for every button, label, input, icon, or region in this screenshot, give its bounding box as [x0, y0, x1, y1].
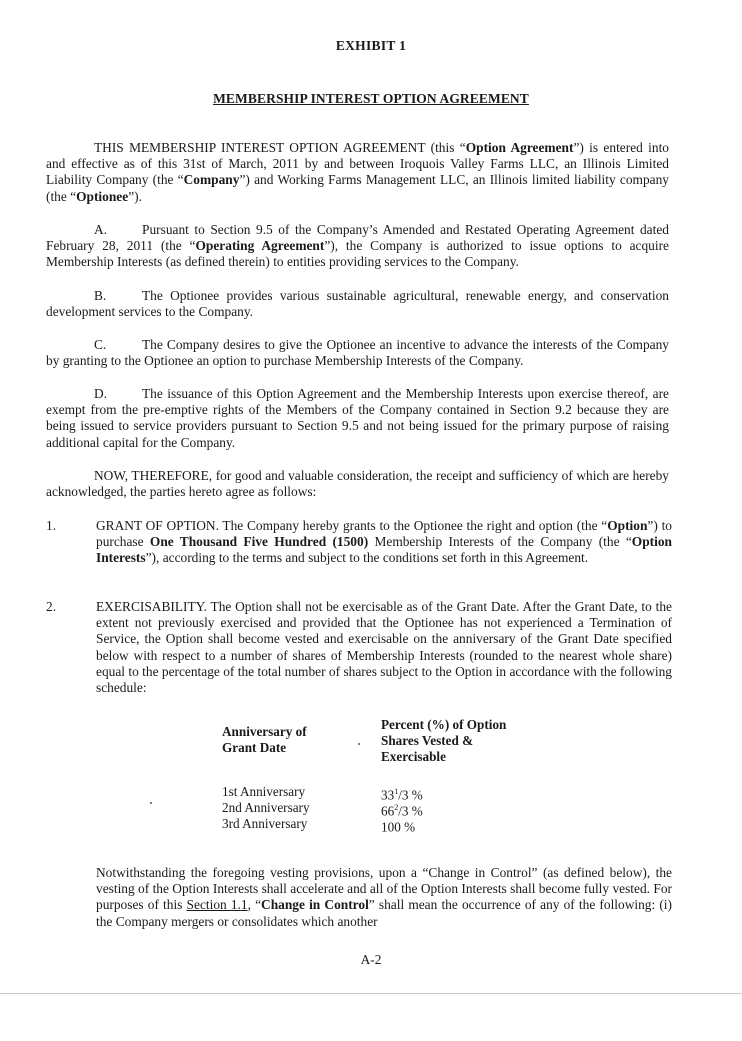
defined-term: Company	[183, 172, 240, 188]
table-row-anniversary: 1st Anniversary	[222, 784, 306, 799]
exhibit-heading: EXHIBIT 1	[335, 38, 407, 53]
defined-term: Option Agreement	[465, 140, 574, 155]
column-header-percent: Percent (%) of Option Shares Vested & Exercisable	[381, 717, 507, 765]
page-number: A-2	[360, 952, 382, 967]
recital-a: A. Pursuant to Section 9.5 of the Company’s Amended and Restated Operating Agreement dated February 28, 2011 (the “Operating Agreement”), the Company is authorized to issue options to acquire Membership Interests (as defined therein) to entities providing services to the Company.	[46, 222, 670, 270]
defined-term: Optionee	[76, 188, 129, 204]
scan-edge-line	[0, 993, 742, 994]
recital-b: B. The Optionee provides various sustainable agricultural, renewable energy, and conservation development services to the Company.	[46, 288, 669, 320]
agreement-title: MEMBERSHIP INTEREST OPTION AGREEMENT	[213, 91, 529, 106]
section-number: 1.	[46, 518, 57, 533]
defined-term: Option Interests	[96, 534, 672, 566]
intro-paragraph: THIS MEMBERSHIP INTEREST OPTION AGREEMENT (this “Option Agreement”) is entered into and effective as of this 31st of March, 2011 by and between Iroquois Valley Farms LLC, an Illinois Limited Liability Company (the “Company”) and Working Farms Management LLC, an Illinois limited liability company (the “Optionee”).	[46, 140, 669, 204]
column-header-anniversary: Anniversary of Grant Date	[222, 724, 307, 756]
section-grant-of-option: GRANT OF OPTION. The Company hereby grants to the Optionee the right and option (the “Option”) to purchase One Thousand Five Hundred (1500) Membership Interests of the Company (the “Option Interests”), according to the terms and subject to the conditions set forth in this Agreement.	[96, 518, 672, 566]
table-row-percent: $66^2/3$ %	[381, 803, 423, 819]
recital-c: C. The Company desires to give the Optionee an incentive to advance the interests of the Company by granting to the Optionee an option to purchase Membership Interests of the Company.	[46, 337, 669, 369]
table-row-percent: $33^1/3$ %	[381, 787, 423, 803]
scan-speck	[358, 743, 360, 745]
table-row-anniversary: 2nd Anniversary	[222, 800, 310, 815]
defined-term: Option	[607, 518, 648, 533]
defined-term: Change in Control	[261, 897, 369, 913]
option-quantity: One Thousand Five Hundred (1500)	[149, 534, 369, 550]
change-in-control-paragraph: Notwithstanding the foregoing vesting provisions, upon a “Change in Control” (as defined below), the vesting of the Option Interests shall accelerate and all of the Option Interests shall become fully vested. For purposes of this Section 1.1, “Change in Control” shall mean the occurrence of any of the following: (i) the Company mergers or consolidates which another	[96, 865, 672, 929]
section-exercisability: EXERCISABILITY. The Option shall not be exercisable as of the Grant Date. After the Grant Date, to the extent not previously exercised and provided that the Optionee has not experienced a Termination of Service, the Option shall become vested and exercisable on the anniversary of the Grant Date specified below with respect to a number of shares of Membership Interests (rounded to the nearest whole share) equal to the percentage of the total number of shares subject to the Option in accordance with the following schedule:	[96, 599, 672, 696]
now-therefore-paragraph: NOW, THEREFORE, for good and valuable consideration, the receipt and sufficiency of which are hereby acknowledged, the parties hereto agree as follows:	[46, 468, 669, 500]
table-row-anniversary: 3rd Anniversary	[222, 816, 308, 831]
section-number: 2.	[46, 599, 57, 614]
recital-d: D. The issuance of this Option Agreement and the Membership Interests upon exercise thereof, are exempt from the pre-emptive rights of the Members of the Company contained in Section 9.2 because they are being issued to service providers pursuant to Section 9.5 and not being issued for the primary purpose of raising additional capital for the Company.	[46, 386, 669, 450]
defined-term: Operating Agreement	[195, 238, 325, 254]
table-row-percent: 100 %	[381, 819, 416, 835]
scan-speck	[150, 802, 152, 804]
section-reference: Section 1.1	[186, 897, 248, 913]
